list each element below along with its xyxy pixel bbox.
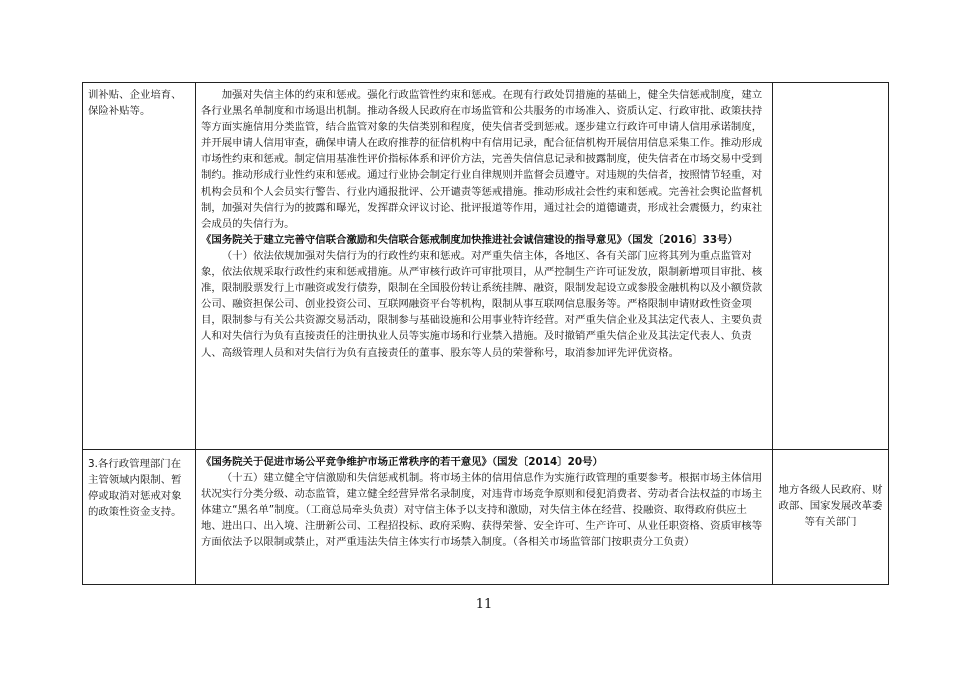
policy-table <box>82 82 889 585</box>
basis-heading: 《国务院关于促进市场公平竞争维护市场正常秩序的若干意见》（国发〔2014〕20号） <box>201 456 603 468</box>
measure-cell <box>83 450 196 585</box>
measure-text: 3.各行政管理部门在主管领域内限制、暂停或取消对惩戒对象的政策性资金支持。 <box>88 458 182 519</box>
basis-cell <box>196 83 773 450</box>
department-text: 地方各级人民政府、财政部、国家发展改革委等有关部门 <box>778 484 883 529</box>
basis-paragraph: （十）依法依规加强对失信行为的行政性约束和惩戒。对严重失信主体，各地区、各有关部门应将其列为重点监管对象，依法依规采取行政性约束和惩戒措施。从严审核行政许可审批项目，从严控制生产许可证发放，限制新增项目审批、核准，限制股票发行上市融资或发行债券，限制在全国股份转让系统挂牌、融资，限制发起设立或参股金融机构以及小额贷款公司、融资担保公司、创业投资公司、互联网融资平台等机构，限制从事互联网信息服务等。严格限制申请财政性资金项目，限制参与有关公共资源交易活动，限制参与基础设施和公用事业特许经营。对严重失信企业及其法定代表人、主要负责人和对失信行为负有直接责任的注册执业人员等实施市场和行业禁入措施。及时撤销严重失信企业及其法定代表人、负责人、高级管理人员和对失信行为负有直接责任的董事、股东等人员的荣誉称号，取消参加评先评优资格。 <box>201 249 763 359</box>
measure-cell <box>83 83 196 450</box>
table-row <box>83 83 889 450</box>
basis-paragraph: 加强对失信主体的约束和惩戒。强化行政监管性约束和惩戒。在现有行政处罚措施的基础上，健全失信惩戒制度，建立各行业黑名单制度和市场退出机制。推动各级人民政府在市场监管和公共服务的市场准入、资质认定、行政审批、政策扶持等方面实施信用分类监管，结合监管对象的失信类别和程度，使失信者受到惩戒。逐步建立行政许可申请人信用承诺制度，并开展申请人信用审查，确保申请人在政府推荐的征信机构中有信用记录，配合征信机构开展信用信息采集工作。推动形成市场性约束和惩戒。制定信用基准性评价指标体系和评价方法，完善失信信息记录和披露制度，使失信者在市场交易中受到制约。推动形成行业性约束和惩戒。通过行业协会制定行业自律规则并监督会员遵守。对违规的失信者，按照情节轻重，对机构会员和个人会员实行警告、行业内通报批评、公开谴责等惩戒措施。推动形成社会性约束和惩戒。完善社会舆论监督机制，加强对失信行为的披露和曝光，发挥群众评议讨论、批评报道等作用，通过社会的道德谴责，形成社会震慑力，约束社会成员的失信行为。 <box>201 89 763 230</box>
basis-heading: 《国务院关于建立完善守信联合激励和失信联合惩戒制度加快推进社会诚信建设的指导意见》（国发〔2016〕33号） <box>201 233 738 246</box>
table-row <box>83 450 889 585</box>
page-number: 11 <box>475 597 493 612</box>
department-cell <box>773 450 889 585</box>
basis-cell <box>196 450 773 585</box>
basis-paragraph: （十五）建立健全守信激励和失信惩戒机制。将市场主体的信用信息作为实施行政管理的重要参考。根据市场主体信用状况实行分类分级、动态监管，建立健全经营异常名录制度，对违背市场竞争原则和侵犯消费者、劳动者合法权益的市场主体建立“黑名单”制度。（工商总局牵头负责）对守信主体予以支持和激励，对失信主体在经营、投融资、取得政府供应土地、进出口、出入境、注册新公司、工程招投标、政府采购、获得荣誉、安全许可、生产许可、从业任职资格、资质审核等方面依法予以限制或禁止，对严重违法失信主体实行市场禁入制度。（各相关市场监管部门按职责分工负责） <box>201 472 763 549</box>
measure-text: 训补贴、企业培育、保险补贴等。 <box>88 89 182 118</box>
department-cell <box>773 83 889 450</box>
